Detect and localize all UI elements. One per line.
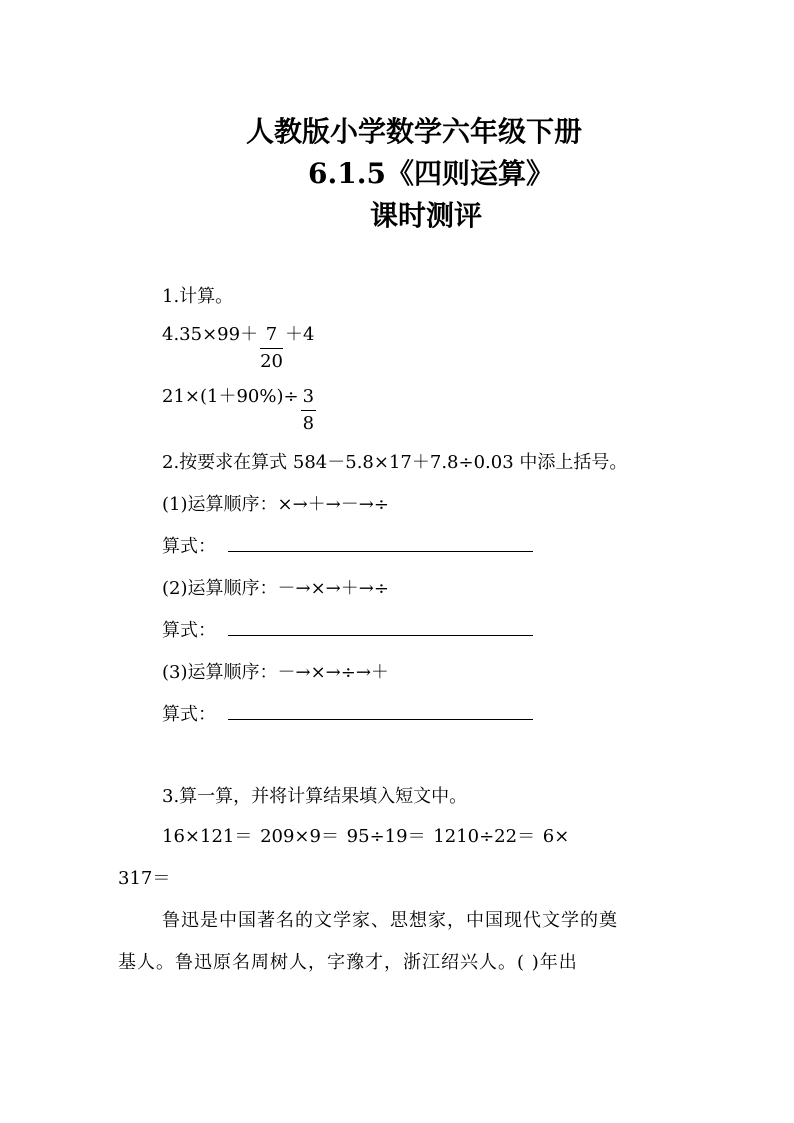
- q1-heading: 1.计算。: [162, 286, 234, 307]
- q1-expr1-fraction: [260, 326, 283, 371]
- q2-item-3-order: (3)运算顺序：－→×→÷→＋: [162, 662, 389, 683]
- q2-item-1-formula-label: 算式：: [162, 536, 216, 557]
- q1-expr1-part-b: ＋4: [284, 324, 315, 345]
- q2-item-1-answer-line[interactable]: [228, 551, 533, 552]
- page-title: 人教版小学数学六年级下册: [246, 115, 583, 148]
- q3-heading: 3.算一算，并将计算结果填入短文中。: [162, 786, 468, 807]
- q3-calc-line-2: 317＝: [118, 868, 171, 889]
- q2-heading: 2.按要求在算式 584－5.8×17＋7.8÷0.03 中添上括号。: [162, 452, 628, 473]
- q2-item-3-answer-line[interactable]: [228, 719, 533, 720]
- q2-item-1-order: (1)运算顺序：×→＋→－→÷: [162, 494, 389, 515]
- fraction-denominator: 8: [302, 413, 315, 434]
- page-subtitle: 6.1.5《四则运算》: [308, 157, 554, 190]
- q1-expression-2: [162, 382, 318, 433]
- page-subtitle-2: 课时测评: [370, 199, 483, 232]
- q2-item-2-answer-line[interactable]: [228, 635, 533, 636]
- q1-expression-1: [162, 320, 314, 371]
- q3-paragraph-line-2: 基人。鲁迅原名周树人，字豫才，浙江绍兴人。( )年出: [118, 952, 578, 973]
- fraction-denominator: 20: [260, 351, 283, 372]
- q1-expr2-fraction: [301, 388, 316, 433]
- q3-paragraph-line-1: 鲁迅是中国著名的文学家、思想家，中国现代文学的奠: [162, 910, 618, 931]
- q2-item-2-order: (2)运算顺序：－→×→＋→÷: [162, 578, 389, 599]
- fraction-numerator: 7: [260, 326, 283, 349]
- q1-expr2-part-a: 21×(1＋90%)÷: [162, 386, 299, 407]
- q2-item-2-formula-label: 算式：: [162, 620, 216, 641]
- q2-item-3-formula-label: 算式：: [162, 704, 216, 725]
- fraction-numerator: 3: [301, 388, 316, 411]
- q1-expr1-part-a: 4.35×99＋: [162, 324, 259, 345]
- q3-calc-line-1: 16×121＝ 209×9＝ 95÷19＝ 1210÷22＝ 6×: [162, 826, 570, 847]
